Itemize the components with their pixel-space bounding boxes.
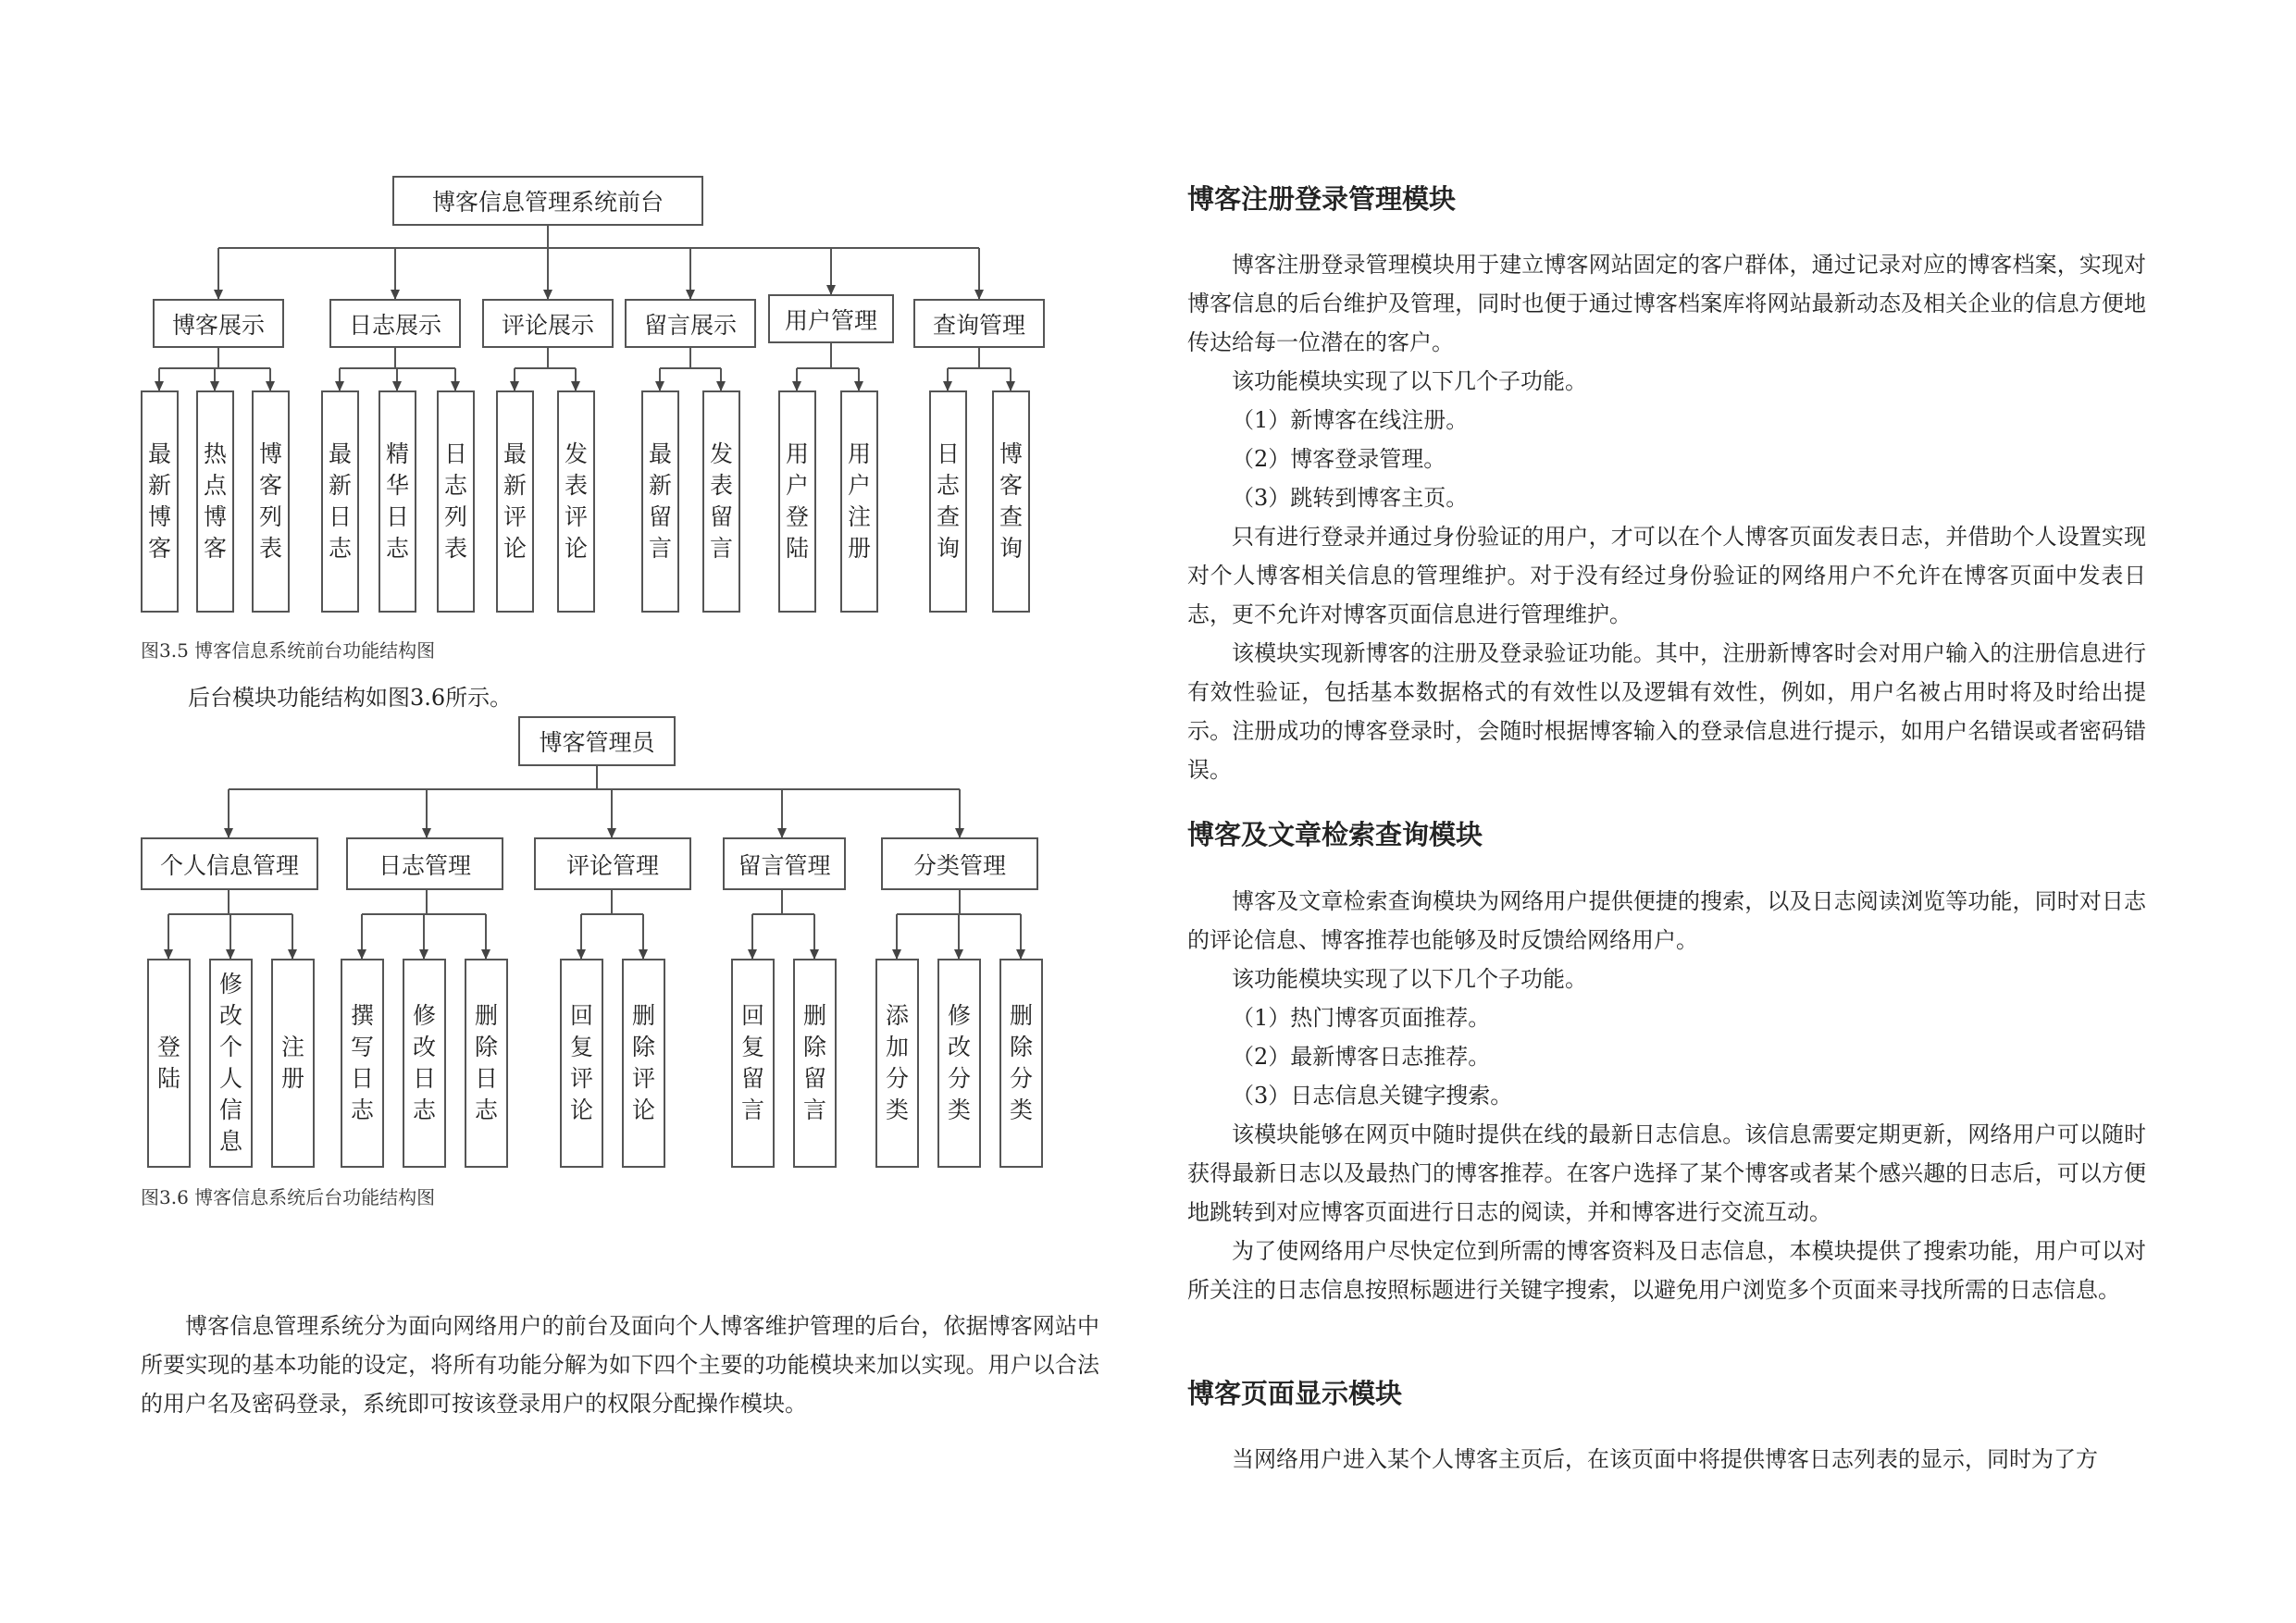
- module-node-log-management: 日志管理: [346, 837, 503, 890]
- leaf-node: [999, 959, 1043, 1168]
- leaf-node: [196, 390, 234, 613]
- list-item: （1）热门博客页面推荐。: [1232, 1005, 1491, 1031]
- leaf-node: [209, 959, 253, 1168]
- leaf-node-label: 日志查询: [937, 440, 961, 562]
- module-node-comment-management: 评论管理: [534, 837, 691, 890]
- figure-3-5-root-node: 博客信息管理系统前台: [392, 176, 703, 226]
- leaf-node: [929, 390, 967, 613]
- leaf-node-label: 精华日志: [386, 440, 410, 562]
- figure-3-6-root-node: 博客管理员: [518, 716, 676, 766]
- body-paragraph: 当网络用户进入某个人博客主页后，在该页面中将提供博客日志列表的显示，同时为了方: [1232, 1446, 2098, 1472]
- leaf-node-label: 回复评论: [570, 1002, 594, 1123]
- body-paragraph: 博客注册登录管理模块用于建立博客网站固定的客户群体，通过记录对应的博客档案，实现对博客信息的后台维护及管理，同时也便于通过博客档案库将网站最新动态及相关企业的信息方便地传达给每一位潜在的客户。: [1187, 252, 2146, 355]
- module-node-query-management: 查询管理: [913, 299, 1045, 348]
- leaf-node: [702, 390, 740, 613]
- leaf-node-label: 注册: [281, 1034, 305, 1092]
- leaf-node-label: 发表评论: [565, 440, 589, 562]
- module-node-personal-info-management: 个人信息管理: [141, 837, 318, 890]
- leaf-node-label: 修改个人信息: [219, 971, 243, 1155]
- module-node-message-display: 留言展示: [625, 299, 756, 348]
- leaf-node: [321, 390, 359, 613]
- leaf-node-label: 回复留言: [741, 1002, 765, 1123]
- leaf-node-label: 删除分类: [1010, 1002, 1034, 1123]
- leaf-node: [793, 959, 837, 1168]
- list-item: （3）日志信息关键字搜索。: [1232, 1083, 1513, 1109]
- leaf-node-label: 热点博客: [204, 440, 228, 562]
- leaf-node: [840, 390, 878, 613]
- leaf-node-label: 删除评论: [632, 1002, 656, 1123]
- leaf-node-label: 发表留言: [710, 440, 734, 562]
- module-node-user-management: 用户管理: [768, 294, 894, 343]
- leaf-node: [641, 390, 679, 613]
- section-heading: 博客注册登录管理模块: [1187, 183, 1457, 215]
- list-item: （1）新博客在线注册。: [1232, 407, 1469, 433]
- leaf-node-label: 添加分类: [886, 1002, 910, 1123]
- leaf-node: [147, 959, 191, 1168]
- leaf-node: [437, 390, 475, 613]
- body-paragraph: 只有进行登录并通过身份验证的用户，才可以在个人博客页面发表日志，并借助个人设置实现对个人博客相关信息的管理维护。对于没有经过身份验证的网络用户不允许在博客页面中发表日志，更不允许对博客页面信息进行管理维护。: [1187, 524, 2146, 627]
- module-node-blog-display: 博客展示: [153, 299, 284, 348]
- body-paragraph: 该模块实现新博客的注册及登录验证功能。其中，注册新博客时会对用户输入的注册信息进行有效性验证，包括基本数据格式的有效性以及逻辑有效性，例如，用户名被占用时将及时给出提示。注册成功的博客登录时，会随时根据博客输入的登录信息进行提示，如用户名错误或者密码错误。: [1187, 640, 2146, 783]
- leaf-node-label: 最新日志: [329, 440, 353, 562]
- left-body-paragraph: 博客信息管理系统分为面向网络用户的前台及面向个人博客维护管理的后台，依据博客网站中所要实现的基本功能的设定，将所有功能分解为如下四个主要的功能模块来加以实现。用户以合法的用户名及密码登录，系统即可按该登录用户的权限分配操作模块。: [141, 1313, 1099, 1417]
- leaf-node-label: 撰写日志: [351, 1002, 375, 1123]
- leaf-node: [557, 390, 595, 613]
- leaf-node-label: 最新留言: [649, 440, 673, 562]
- leaf-node: [875, 959, 919, 1168]
- section-heading: 博客页面显示模块: [1187, 1378, 1403, 1409]
- leaf-node: [731, 959, 775, 1168]
- list-item: （3）跳转到博客主页。: [1232, 485, 1469, 511]
- leaf-node-label: 用户登陆: [786, 440, 810, 562]
- leaf-node-label: 博客列表: [259, 440, 283, 562]
- leaf-node-label: 登陆: [157, 1034, 181, 1092]
- leaf-node: [622, 959, 665, 1168]
- leaf-node: [465, 959, 508, 1168]
- figure-3-5-caption: 图3.5 博客信息系统前台功能结构图: [141, 639, 436, 662]
- leaf-node: [252, 390, 290, 613]
- figure-3-6-caption: 图3.6 博客信息系统后台功能结构图: [141, 1186, 436, 1208]
- leaf-node-label: 删除留言: [803, 1002, 827, 1123]
- module-node-message-management: 留言管理: [723, 837, 846, 890]
- leaf-node: [778, 390, 816, 613]
- leaf-node: [403, 959, 446, 1168]
- module-node-log-display: 日志展示: [329, 299, 461, 348]
- leaf-node-label: 博客查询: [999, 440, 1024, 562]
- leaf-node-label: 日志列表: [444, 440, 468, 562]
- leaf-node-label: 删除日志: [475, 1002, 499, 1123]
- module-node-category-management: 分类管理: [881, 837, 1038, 890]
- list-item: （2）最新博客日志推荐。: [1232, 1044, 1491, 1070]
- leaf-node-label: 修改分类: [948, 1002, 972, 1123]
- leaf-node: [560, 959, 603, 1168]
- section-heading: 博客及文章检索查询模块: [1187, 819, 1483, 850]
- leaf-node: [992, 390, 1030, 613]
- leaf-node: [379, 390, 416, 613]
- list-item: （2）博客登录管理。: [1232, 446, 1446, 472]
- leaf-node: [271, 959, 315, 1168]
- between-text: 后台模块功能结构如图3.6所示。: [188, 685, 513, 711]
- body-line: 该功能模块实现了以下几个子功能。: [1232, 368, 1587, 394]
- leaf-node: [141, 390, 179, 613]
- leaf-node: [496, 390, 534, 613]
- body-paragraph: 为了使网络用户尽快定位到所需的博客资料及日志信息，本模块提供了搜索功能，用户可以对所关注的日志信息按照标题进行关键字搜索，以避免用户浏览多个页面来寻找所需的日志信息。: [1187, 1238, 2146, 1303]
- body-paragraph: 博客及文章检索查询模块为网络用户提供便捷的搜索，以及日志阅读浏览等功能，同时对日志的评论信息、博客推荐也能够及时反馈给网络用户。: [1187, 888, 2146, 953]
- leaf-node: [341, 959, 384, 1168]
- leaf-node-label: 用户注册: [848, 440, 872, 562]
- leaf-node-label: 修改日志: [413, 1002, 437, 1123]
- leaf-node: [937, 959, 981, 1168]
- leaf-node-label: 最新博客: [148, 440, 172, 562]
- module-node-comment-display: 评论展示: [482, 299, 614, 348]
- body-line: 该功能模块实现了以下几个子功能。: [1232, 966, 1587, 992]
- leaf-node-label: 最新评论: [503, 440, 527, 562]
- body-paragraph: 该模块能够在网页中随时提供在线的最新日志信息。该信息需要定期更新，网络用户可以随时获得最新日志以及最热门的博客推荐。在客户选择了某个博客或者某个感兴趣的日志后，可以方便地跳转到对应博客页面进行日志的阅读，并和博客进行交流互动。: [1187, 1121, 2146, 1225]
